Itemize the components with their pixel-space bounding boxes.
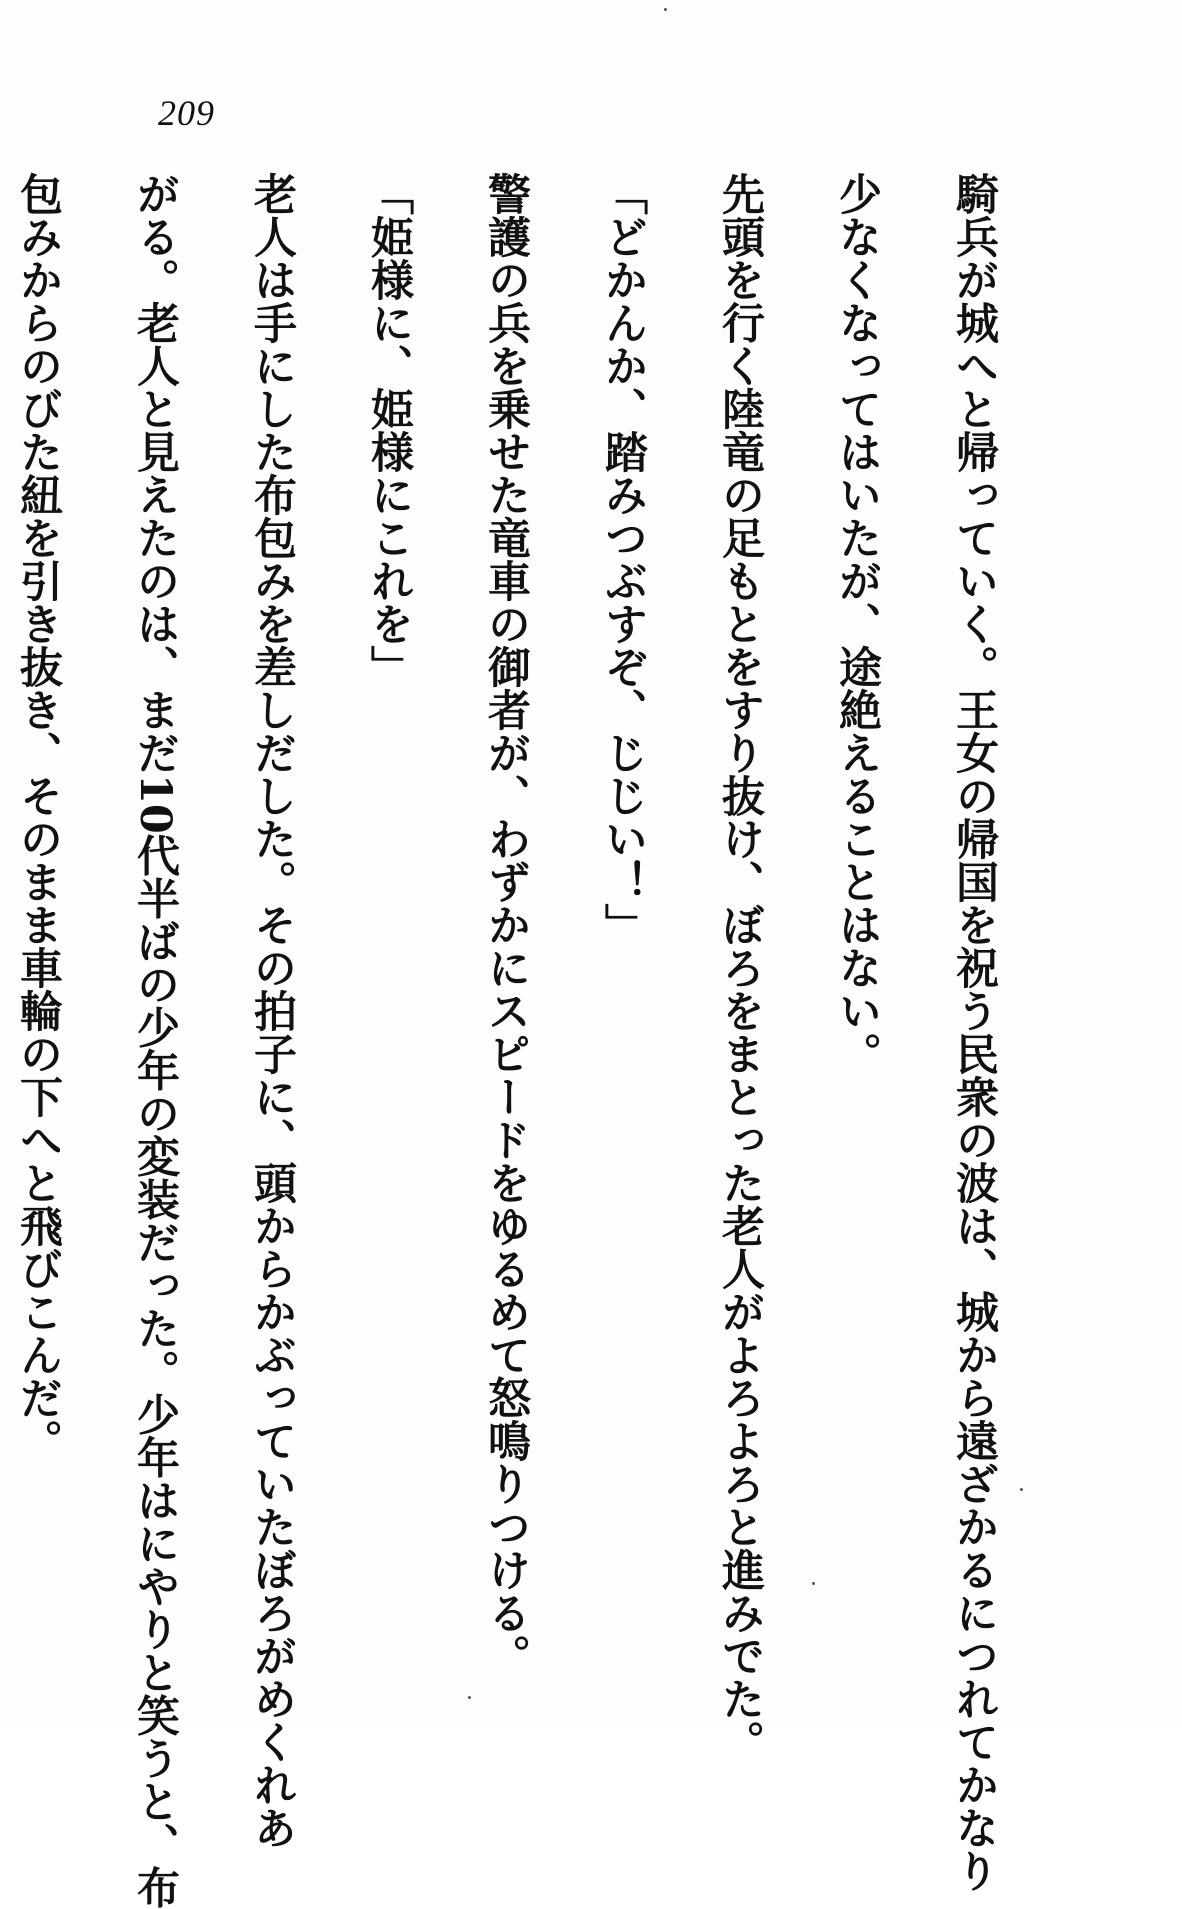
page-number: 209 (158, 93, 215, 133)
scan-speck (664, 8, 667, 11)
scan-speck (812, 1582, 815, 1585)
text-line: 先頭を行く陸竜の足もとをすり抜け、ぼろをまとった老人がよろよろと進みでた。 (715, 172, 765, 1763)
text-line: 警護の兵を乗せた竜車の御者が、わずかにスピードをゆるめて怒鳴りつける。 (481, 172, 531, 1677)
text-line: 「姫様に、姫様にこれを」 (364, 172, 414, 688)
scan-speck (1020, 1488, 1023, 1491)
body-text (0, 172, 1032, 1909)
text-line: 老人は手にした布包みを差しだした。その拍子に、頭からかぶっていたぼろがめくれあ (247, 172, 297, 1849)
text-line: 包みからのびた紐を引き抜き、そのまま車輪の下へと飛びこんだ。 (13, 172, 63, 1462)
text-line: がる。老人と見えたのは、まだ10代半ばの少年の変装だった。少年はにやりと笑うと、布 (130, 172, 180, 1909)
text-line: 「どかんか、踏みつぶすぞ、じじい！」 (598, 172, 648, 946)
text-line: 騎兵が城へと帰っていく。王女の帰国を祝う民衆の波は、城から遠ざかるにつれてかなり (949, 172, 999, 1892)
text-line: 少なくなってはいたが、途絶えることはない。 (832, 172, 882, 1075)
scan-speck (468, 1696, 471, 1699)
